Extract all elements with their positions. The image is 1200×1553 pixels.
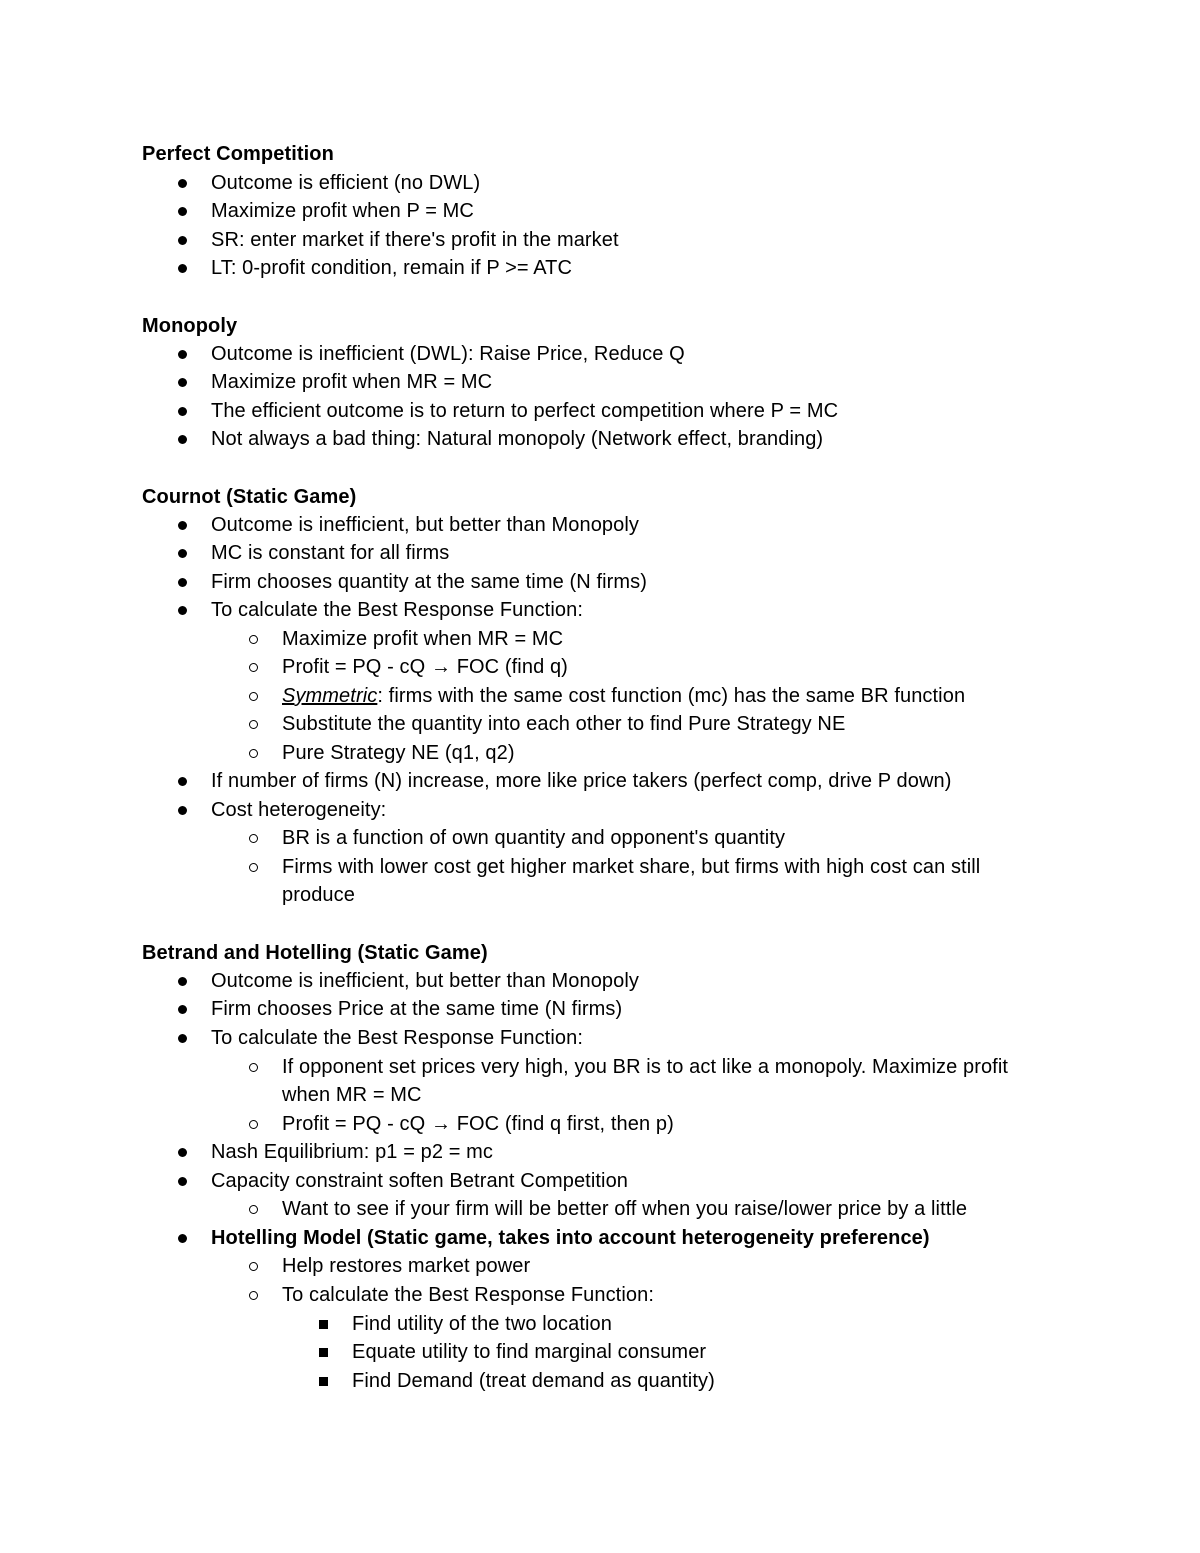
list-item: LT: 0-profit condition, remain if P >= ATC — [211, 257, 573, 279]
section-heading-bertrand-hotelling: Betrand and Hotelling (Static Game) — [142, 942, 488, 964]
list-item-hotelling: Hotelling Model (Static game, takes into account heterogeneity preference) — [211, 1227, 930, 1249]
bullet-disc-icon — [178, 806, 187, 815]
list-item: Maximize profit when P = MC — [211, 200, 474, 222]
sub-sub-list-item: Equate utility to find marginal consumer — [352, 1341, 707, 1363]
list-item: Firm chooses quantity at the same time (N firms) — [211, 571, 648, 593]
bullet-disc-icon — [178, 578, 187, 587]
bullet-circle-icon — [249, 635, 258, 644]
bullet-square-icon — [319, 1377, 328, 1386]
bullet-disc-icon — [178, 236, 187, 245]
list-item: MC is constant for all firms — [211, 542, 450, 564]
bullet-disc-icon — [178, 264, 187, 273]
list-item: To calculate the Best Response Function: — [211, 599, 583, 621]
bullet-circle-icon — [249, 1063, 258, 1072]
section-heading-monopoly: Monopoly — [142, 315, 238, 337]
bullet-disc-icon — [178, 350, 187, 359]
sub-list-item: To calculate the Best Response Function: — [282, 1284, 654, 1306]
list-item: Capacity constraint soften Betrant Competition — [211, 1170, 629, 1192]
list-item: Nash Equilibrium: p1 = p2 = mc — [211, 1141, 494, 1163]
bullet-disc-icon — [178, 435, 187, 444]
bullet-disc-icon — [178, 179, 187, 188]
sub-list-item: If opponent set prices very high, you BR is to act like a monopoly. Maximize profit — [282, 1056, 1009, 1078]
sub-list-item: BR is a function of own quantity and opponent's quantity — [282, 827, 786, 849]
symmetric-description: : firms with the same cost function (mc) has the same BR function — [377, 685, 966, 707]
sub-list-item: Firms with lower cost get higher market share, but firms with high cost can still — [282, 856, 981, 878]
section-heading-perfect-competition: Perfect Competition — [142, 143, 334, 165]
bullet-disc-icon — [178, 378, 187, 387]
bullet-circle-icon — [249, 692, 258, 701]
bullet-disc-icon — [178, 407, 187, 416]
sub-list-item: Help restores market power — [282, 1255, 531, 1277]
list-item: Firm chooses Price at the same time (N firms) — [211, 998, 623, 1020]
bullet-circle-icon — [249, 1291, 258, 1300]
bullet-circle-icon — [249, 1120, 258, 1129]
bullet-disc-icon — [178, 1177, 187, 1186]
bullet-disc-icon — [178, 1034, 187, 1043]
sub-list-item: Maximize profit when MR = MC — [282, 628, 564, 650]
list-item: Outcome is inefficient, but better than Monopoly — [211, 970, 640, 992]
bullet-square-icon — [319, 1320, 328, 1329]
bullet-disc-icon — [178, 1234, 187, 1243]
bullet-circle-icon — [249, 663, 258, 672]
list-item: SR: enter market if there's profit in the market — [211, 229, 619, 251]
bullet-circle-icon — [249, 1205, 258, 1214]
bullet-disc-icon — [178, 606, 187, 615]
bullet-circle-icon — [249, 720, 258, 729]
list-item: Outcome is efficient (no DWL) — [211, 172, 481, 194]
list-item: To calculate the Best Response Function: — [211, 1027, 583, 1049]
sub-list-item: Profit = PQ - cQ → FOC (find q first, then p) — [282, 1113, 674, 1135]
bullet-disc-icon — [178, 777, 187, 786]
list-item: The efficient outcome is to return to perfect competition where P = MC — [211, 400, 839, 422]
bullet-circle-icon — [249, 749, 258, 758]
bullet-disc-icon — [178, 549, 187, 558]
bullet-circle-icon — [249, 863, 258, 872]
sub-list-item: Pure Strategy NE (q1, q2) — [282, 742, 515, 764]
bullet-disc-icon — [178, 521, 187, 530]
symmetric-term: Symmetric — [282, 685, 378, 707]
sub-list-item-continuation: when MR = MC — [282, 1084, 422, 1106]
bullet-disc-icon — [178, 207, 187, 216]
sub-list-item: Profit = PQ - cQ → FOC (find q) — [282, 656, 568, 678]
bullet-disc-icon — [178, 1005, 187, 1014]
list-item: Outcome is inefficient (DWL): Raise Price, Reduce Q — [211, 343, 685, 365]
list-item: Maximize profit when MR = MC — [211, 371, 493, 393]
sub-list-item — [282, 682, 965, 710]
sub-list-item: Want to see if your firm will be better off when you raise/lower price by a little — [282, 1198, 968, 1220]
sub-sub-list-item: Find utility of the two location — [352, 1313, 612, 1335]
sub-sub-list-item: Find Demand (treat demand as quantity) — [352, 1370, 715, 1392]
bullet-square-icon — [319, 1348, 328, 1357]
list-item: Not always a bad thing: Natural monopoly (Network effect, branding) — [211, 428, 824, 450]
list-item: Outcome is inefficient, but better than Monopoly — [211, 514, 640, 536]
sub-list-item: Substitute the quantity into each other to find Pure Strategy NE — [282, 713, 846, 735]
sub-list-item-continuation: produce — [282, 884, 355, 906]
bullet-circle-icon — [249, 1262, 258, 1271]
list-item: If number of firms (N) increase, more like price takers (perfect comp, drive P down) — [211, 770, 952, 792]
bullet-circle-icon — [249, 834, 258, 843]
list-item: Cost heterogeneity: — [211, 799, 387, 821]
bullet-disc-icon — [178, 1148, 187, 1157]
bullet-disc-icon — [178, 977, 187, 986]
section-heading-cournot: Cournot (Static Game) — [142, 486, 357, 508]
